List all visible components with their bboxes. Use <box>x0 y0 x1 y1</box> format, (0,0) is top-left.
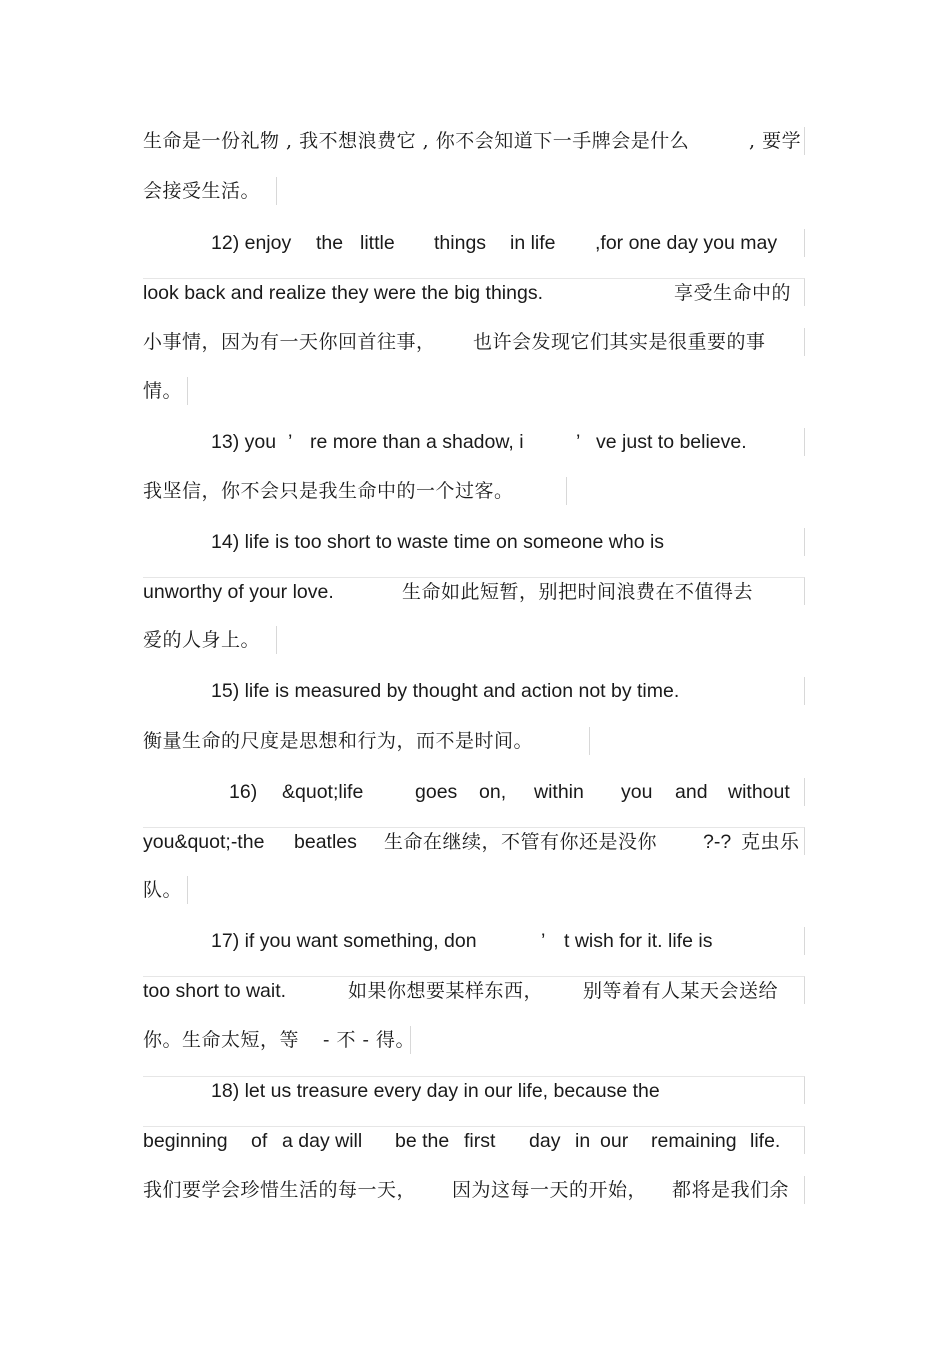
text-line <box>143 727 590 755</box>
text-segment: 享受生命中的 <box>674 282 792 304</box>
text-segment: - 不 - 得。 <box>323 1029 415 1051</box>
text-line <box>143 1026 415 1054</box>
text-line <box>143 577 805 605</box>
text-line <box>143 229 805 257</box>
text-line <box>143 428 805 456</box>
text-segment: 你。生命太短，等 <box>143 1029 300 1051</box>
text-segment: 情。 <box>143 380 183 402</box>
text-segment: ,for one day you may <box>595 232 778 254</box>
text-line <box>143 477 567 505</box>
text-segment: day <box>529 1130 561 1152</box>
text-segment: goes <box>415 781 458 803</box>
text-line <box>143 827 805 855</box>
text-segment: too short to wait. <box>143 980 287 1002</box>
text-segment: 15) life is measured by thought and action not by time. <box>211 680 680 702</box>
text-segment: 小事情，因为有一天你回首往事， <box>143 331 436 353</box>
text-segment: beatles <box>294 831 357 853</box>
text-segment: t wish for it. life is <box>564 930 713 952</box>
text-segment: 队。 <box>143 879 183 901</box>
text-segment: ?-? <box>703 831 732 853</box>
text-segment: you <box>621 781 653 803</box>
text-segment: 13) you <box>211 431 277 453</box>
text-segment: look back and realize they were the big things. <box>143 282 543 304</box>
text-segment: be the <box>395 1130 450 1152</box>
text-line <box>143 278 805 306</box>
text-segment: 我们要学会珍惜生活的每一天， <box>143 1179 417 1201</box>
text-segment: 因为这每一天的开始， <box>452 1179 648 1201</box>
text-line <box>143 927 805 955</box>
text-segment: 会接受生活。 <box>143 180 261 202</box>
text-segment: 16) <box>229 781 258 803</box>
text-segment: 别等着有人某天会送给 <box>583 980 779 1002</box>
text-segment: remaining <box>651 1130 737 1152</box>
text-segment: in life <box>510 232 556 254</box>
text-segment: 生命如此短暂，别把时间浪费在不值得去 <box>402 581 754 603</box>
text-segment: 12) enjoy <box>211 232 292 254</box>
text-segment: &quot;life <box>282 781 364 803</box>
text-segment: our <box>600 1130 629 1152</box>
text-line <box>143 177 277 205</box>
text-segment: ’ <box>576 431 581 453</box>
text-line <box>143 876 188 904</box>
text-segment: 生命在继续，不管有你还是没你 <box>384 831 658 853</box>
text-segment: the <box>316 232 344 254</box>
text-segment: in <box>575 1130 591 1152</box>
text-segment: ’ <box>541 930 546 952</box>
text-segment: 18) let us treasure every day in our life, because the <box>211 1080 660 1102</box>
text-segment: life. <box>750 1130 781 1152</box>
text-segment: , 要学 <box>749 130 802 152</box>
text-segment: things <box>434 232 487 254</box>
text-line <box>143 1126 805 1154</box>
text-segment: unworthy of your love. <box>143 581 334 603</box>
text-segment: 生命是一份礼物 , 我不想浪费它 , 你不会知道下一手牌会是什么 <box>143 130 690 152</box>
text-segment: of <box>251 1130 268 1152</box>
text-line <box>143 528 805 556</box>
text-line <box>143 328 805 356</box>
text-line <box>143 778 805 806</box>
text-segment: on, <box>479 781 507 803</box>
text-segment: 爱的人身上。 <box>143 629 261 651</box>
text-segment: 如果你想要某样东西， <box>348 980 544 1002</box>
text-segment: and <box>675 781 708 803</box>
text-segment: ve just to believe. <box>596 431 747 453</box>
text-segment: 克虫乐 <box>741 831 800 853</box>
text-line <box>143 1176 805 1204</box>
text-segment: 衡量生命的尺度是思想和行为，而不是时间。 <box>143 730 534 752</box>
text-segment: a day will <box>282 1130 363 1152</box>
text-segment: 也许会发现它们其实是很重要的事 <box>473 331 766 353</box>
text-segment: you&quot;-the <box>143 831 265 853</box>
text-segment: 14) life is too short to waste time on someone who is <box>211 531 665 553</box>
text-segment: beginning <box>143 1130 228 1152</box>
text-line <box>143 626 277 654</box>
text-line <box>143 377 188 405</box>
text-segment: first <box>464 1130 496 1152</box>
text-line <box>143 1076 805 1104</box>
text-segment: little <box>360 232 395 254</box>
text-segment: 我坚信，你不会只是我生命中的一个过客。 <box>143 480 514 502</box>
text-segment: within <box>534 781 584 803</box>
text-segment: 17) if you want something, don <box>211 930 477 952</box>
text-segment: re more than a shadow, i <box>310 431 524 453</box>
text-segment: without <box>728 781 790 803</box>
text-segment: ’ <box>288 431 293 453</box>
text-line <box>143 677 805 705</box>
text-segment: 都将是我们余 <box>672 1179 790 1201</box>
text-line <box>143 127 805 155</box>
text-line <box>143 976 805 1004</box>
